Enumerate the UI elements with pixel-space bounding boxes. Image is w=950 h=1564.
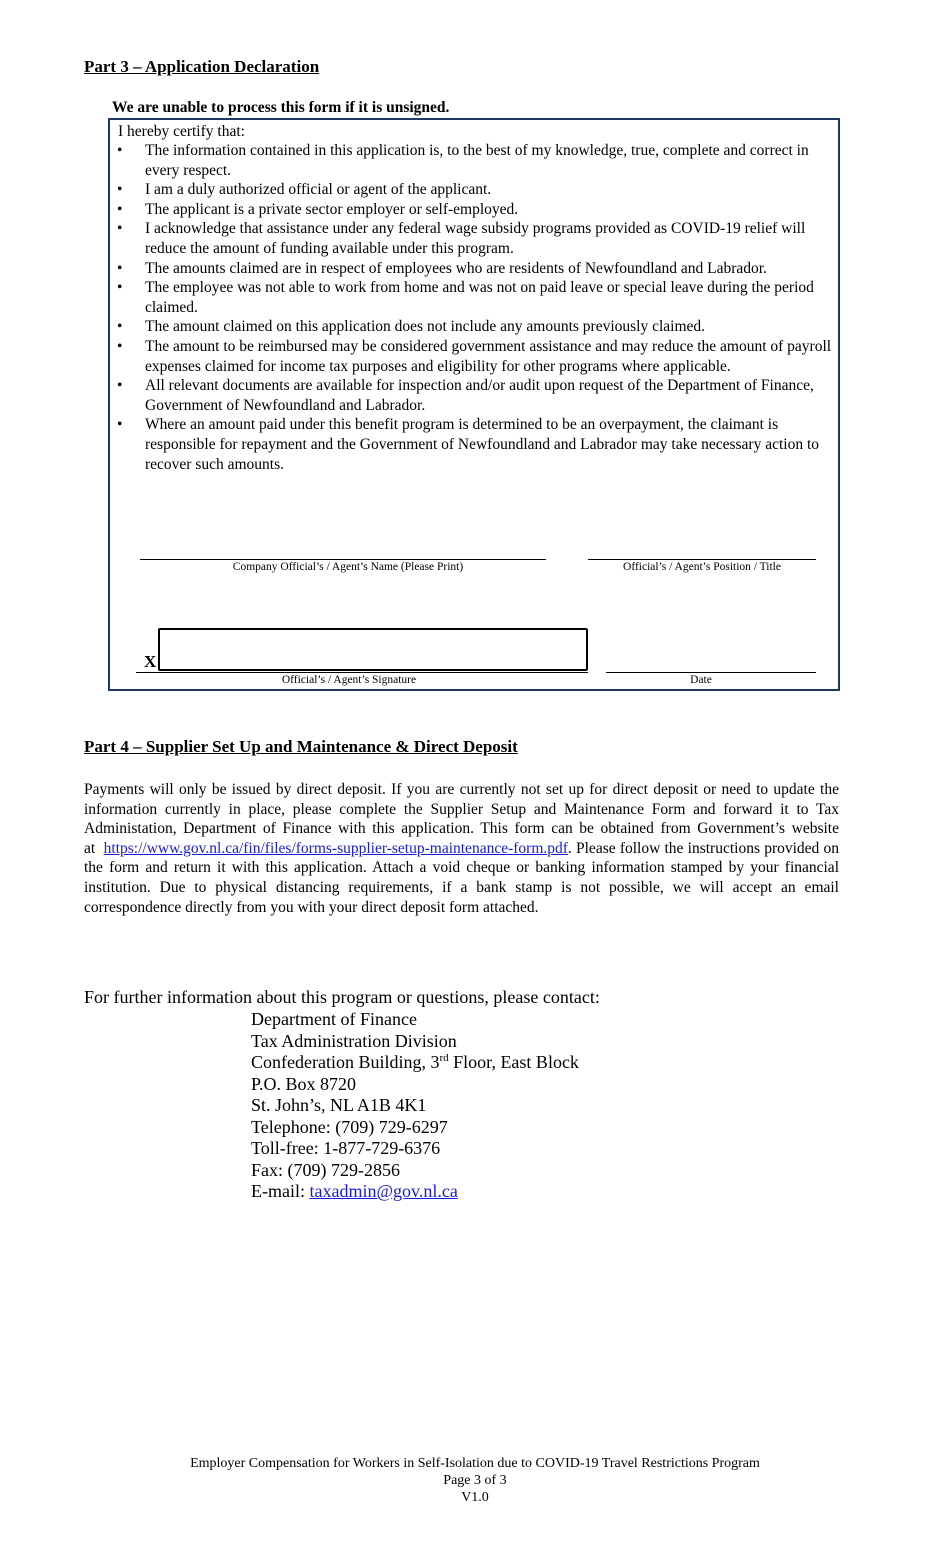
declaration-item: • The information contained in this application is, to the best of my knowledge, true, complete and correct in every respect. (117, 142, 809, 179)
part4-heading: Part 4 – Supplier Set Up and Maintenance & Direct Deposit (84, 737, 518, 756)
declaration-list (110, 141, 832, 474)
contact-address (251, 1009, 811, 1203)
declaration-item: • I am a duly authorized official or agent of the applicant. (117, 181, 492, 199)
declaration-item: • Where an amount paid under this benefit program is determined to be an overpayment, the claimant is responsible for repayment and the Government of Newfoundland and Labrador may take necessary action to recover such amounts. (117, 416, 820, 473)
direct-deposit-paragraph: Payments will only be issued by direct deposit. If you are currently not set up for direct deposit or need to update the information currently in place, please complete the Supplier Setup and Maintenance Form and forward it to Tax Administation, Department of Finance with this application. This form can be obtained from Government’s website at https://www.gov.nl.ca/fin/files/forms-supplier-setup-maintenance-form.pdf. Please follow the instructions provided on the form and return it with this application. Attach a void cheque or banking information stamped by your financial institution. Due to physical distancing requirements, if a bank stamp is not possible, we will accept an email correspondence directly from you with your direct deposit form attached. (84, 781, 840, 916)
signature-field[interactable] (158, 628, 588, 671)
part3-heading: Part 3 – Application Declaration (84, 57, 320, 76)
declaration-item: • I acknowledge that assistance under any federal wage subsidy programs provided as COVID-19 relief will reduce the amount of funding available under this program. (117, 220, 806, 257)
footer-program: Employer Compensation for Workers in Self-Isolation due to COVID-19 Travel Restrictions Program (190, 1456, 760, 1471)
declaration-item: • The amount claimed on this application does not include any amounts previously claimed. (117, 318, 706, 336)
signature-label: Official’s / Agent’s Signature (281, 674, 417, 686)
name-line[interactable] (140, 559, 546, 560)
footer-version: V1.0 (461, 1490, 489, 1505)
contact-fax: Fax: (709) 729-2856 (251, 1159, 400, 1180)
date-line[interactable] (606, 672, 816, 673)
footer-page: Page 3 of 3 (443, 1473, 507, 1488)
contact-building: Confederation Building, 3rd Floor, East Block (251, 1052, 579, 1072)
contact-po-box: P.O. Box 8720 (251, 1073, 357, 1094)
declaration-box (108, 118, 840, 691)
position-line[interactable] (588, 559, 816, 560)
declaration-item: • The applicant is a private sector employer or self-employed. (117, 200, 519, 218)
declaration-item: • All relevant documents are available for inspection and/or audit upon request of the Department of Finance, Government of Newfoundland and Labrador. (117, 377, 814, 414)
declaration-item: • The amount to be reimbursed may be considered government assistance and may reduce the amount of payroll expenses claimed for income tax purposes and eligibility for other programs where applicable. (117, 337, 832, 375)
contact-tollfree: Toll-free: 1-877-729-6376 (251, 1138, 441, 1158)
certify-intro: I hereby certify that: (118, 123, 245, 140)
unsigned-warning: We are unable to process this form if it is unsigned. (112, 99, 450, 116)
contact-email-row: E-mail: taxadmin@gov.nl.ca (251, 1181, 458, 1201)
email-link[interactable]: taxadmin@gov.nl.ca (309, 1181, 458, 1201)
signature-line (136, 672, 588, 673)
contact-telephone: Telephone: (709) 729-6297 (251, 1116, 448, 1137)
footer (0, 1455, 950, 1506)
date-label: Date (690, 674, 712, 686)
signature-x-mark: X (144, 652, 157, 671)
position-label: Official’s / Agent’s Position / Title (623, 561, 781, 573)
contact-intro: For further information about this program or questions, please contact: (84, 987, 600, 1007)
contact-division: Tax Administration Division (251, 1030, 457, 1051)
name-label: Company Official’s / Agent’s Name (Please Print) (232, 561, 464, 573)
supplier-form-link[interactable]: https://www.gov.nl.ca/fin/files/forms-supplier-setup-maintenance-form.pdf (103, 839, 568, 857)
declaration-item: • The employee was not able to work from home and was not on paid leave or special leave during the period claimed. (117, 279, 814, 316)
contact-department: Department of Finance (251, 1009, 417, 1029)
contact-city: St. John’s, NL A1B 4K1 (251, 1095, 427, 1115)
declaration-item: • The amounts claimed are in respect of employees who are residents of Newfoundland and Labrador. (117, 259, 767, 277)
